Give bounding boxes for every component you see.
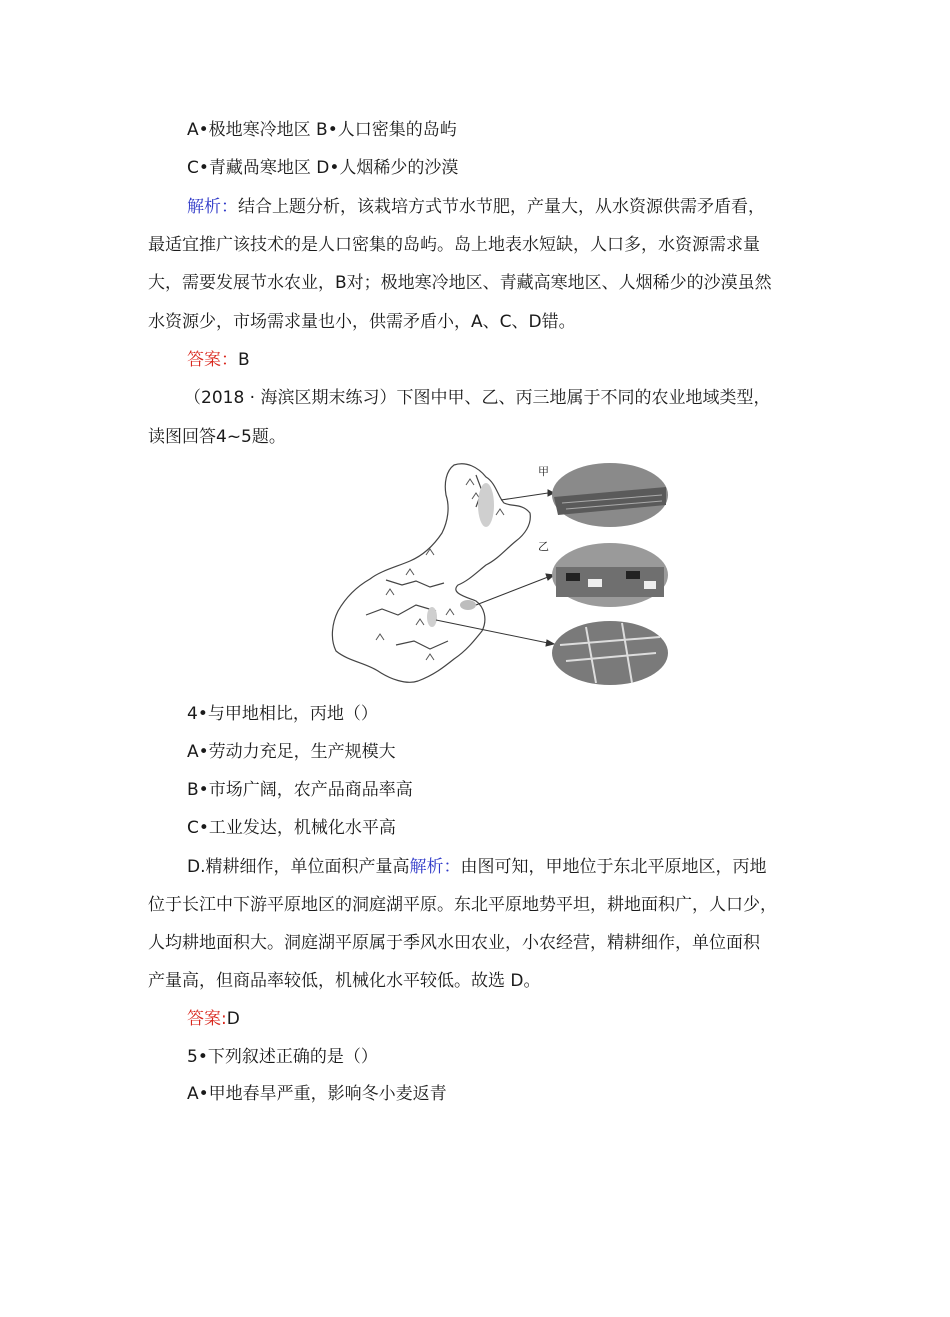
q3-options-cd: C•青藏咼寒地区 D•人烟稀少的沙漠 [187, 158, 459, 178]
q4-option-d-and-analysis [187, 855, 767, 879]
analysis-label: 解析： [187, 197, 238, 217]
q3-analysis-line: 大，需要发展节水农业，B对；极地寒冷地区、青藏高寒地区、人烟稀少的沙漠虽然 [148, 273, 772, 293]
q5-stem: 5•下列叙述正确的是（） [187, 1047, 378, 1067]
farmland-photo [552, 463, 668, 527]
q4-analysis-line: 位于长江中下游平原地区的洞庭湖平原。东北平原地势平坦，耕地面积广，人口少， [148, 895, 777, 915]
q4-option-b: B•市场广阔，农产品商品率高 [187, 780, 413, 800]
q4-option-a: A•劳动力充足，生产规模大 [187, 742, 396, 762]
map-illustration [332, 464, 530, 683]
q5-option-a: A•甲地春旱严重，影响冬小麦返青 [187, 1084, 447, 1104]
pointer-arrows [436, 490, 554, 646]
q3-analysis-first-line [187, 195, 765, 219]
q4-answer [187, 1007, 240, 1031]
pasture-photo [552, 543, 668, 607]
region-jia-marker [478, 483, 494, 527]
q4-analysis-line: 产量高，但商品率较低，机械化水平较低。故选 D。 [148, 971, 541, 991]
q3-analysis-line: 最适宜推广该技术的是人口密集的岛屿。岛上地表水短缺，人口多，水资源需求量 [148, 235, 760, 255]
q3-options-ab: A•极地寒冷地区 B•人口密集的岛屿 [187, 120, 457, 140]
analysis-text: 由图可知，甲地位于东北平原地区，丙地 [460, 857, 767, 877]
analysis-label: 解析： [409, 857, 461, 877]
q4-stem: 4•与甲地相比，丙地（） [187, 704, 378, 724]
region-bing-marker [427, 607, 437, 627]
paddy-field-photo [552, 621, 668, 685]
q4-option-c: C•工业发达，机械化水平高 [187, 818, 396, 838]
intro-line: 读图回答4~5题。 [148, 427, 286, 447]
answer-value: D [226, 1009, 240, 1029]
answer-label: 答案: [187, 1009, 227, 1029]
q3-answer [187, 348, 250, 372]
q4-option-d: D.精耕细作，单位面积产量高 [187, 857, 410, 877]
answer-label: 答案： [187, 350, 238, 370]
analysis-text: 结合上题分析，该栽培方式节水节肥，产量大，从水资源供需矛盾看， [238, 197, 765, 217]
label-yi: 乙 [538, 540, 549, 553]
lake-marker [460, 600, 476, 610]
q3-analysis-line: 水资源少，市场需求量也小，供需矛盾小，A、C、D错。 [148, 312, 576, 332]
map-figure [326, 455, 671, 690]
intro-line: （2018 · 海滨区期末练习）下图中甲、乙、丙三地属于不同的农业地域类型， [184, 388, 771, 408]
q4-analysis-line: 人均耕地面积大。洞庭湖平原属于季风水田农业，小农经营，精耕细作，单位面积 [148, 933, 760, 953]
answer-value: B [238, 350, 250, 370]
label-jia: 甲 [538, 465, 549, 478]
